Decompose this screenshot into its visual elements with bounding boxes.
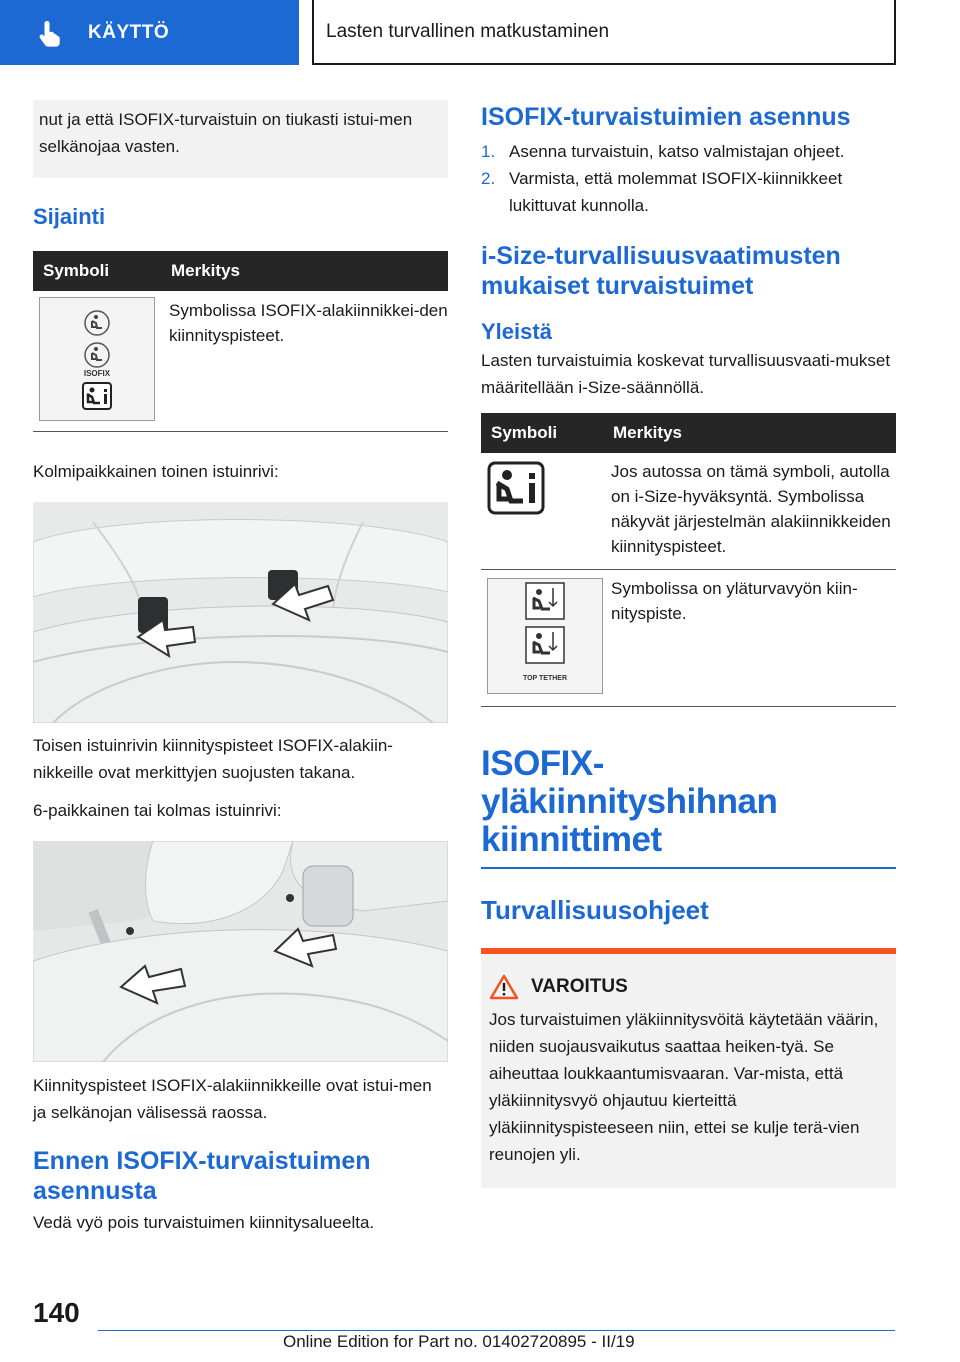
col-meaning-header: Merkitys <box>603 413 896 453</box>
col-symbol-header: Symboli <box>33 251 161 291</box>
general-heading: Yleistä <box>481 319 552 344</box>
chapter-title: Lasten turvallinen matkustaminen <box>312 0 896 65</box>
list-item: 1. Asenna turvaistuin, katso valmistajan ohjeet. <box>481 142 845 161</box>
warning-title: VAROITUS <box>531 976 628 997</box>
section-tab[interactable] <box>0 0 299 65</box>
page-number: 140 <box>33 1297 80 1328</box>
isofix-label: ISOFIX <box>83 368 111 378</box>
child-seat-isize-icon <box>82 382 112 410</box>
warning-box <box>481 948 896 1188</box>
six-seat-text: 6-paikkainen tai kolmas istuinrivi: <box>33 801 282 820</box>
col-symbol-header: Symboli <box>481 413 603 453</box>
tether-heading: ISOFIX-yläkiinnityshihnan kiinnittimet <box>481 744 778 859</box>
three-seat-text: Kolmipaikkainen toinen istuinrivi: <box>33 462 279 481</box>
table-header-row <box>33 251 448 291</box>
intro-note: nut ja että ISOFIX-turvaistuin on tiukasti istui-men selkänojaa vasten. <box>33 100 448 178</box>
col-meaning-header: Merkitys <box>161 251 448 291</box>
warning-triangle-icon <box>489 974 519 1000</box>
top-tether-icon <box>525 582 565 620</box>
isize-symbol-table <box>481 413 896 707</box>
heading-divider <box>481 867 896 869</box>
isize-heading: i-Size-turvallisuusvaatimusten mukaiset turvaistuimet <box>481 242 841 300</box>
isofix-symbol-meaning: Symbolissa ISOFIX-alakiinnikkei-den kiinnityspisteet. <box>161 291 448 432</box>
isofix-anchor-icon-2 <box>81 341 113 369</box>
isofix-symbol-table <box>33 251 448 432</box>
list-item: 2. Varmista, että molemmat ISOFIX-kiinnikkeet lukittuvat kunnolla. <box>481 169 843 215</box>
table-row <box>33 291 448 432</box>
photo2-caption: Kiinnityspisteet ISOFIX-alakiinnikkeille ovat istui-men ja selkänojan välisessä raossa. <box>33 1076 432 1122</box>
isofix-symbols <box>39 297 155 421</box>
edition-footer: Online Edition for Part no. 01402720895 - II/19 <box>283 1332 635 1351</box>
top-tether-symbols <box>487 578 603 694</box>
footer-divider <box>98 1330 895 1331</box>
warning-text: Jos turvaistuimen yläkiinnitysvöitä käytetään väärin, niiden suojausvaikutus saattaa heiken-tyä. Se aiheuttaa loukkaantumisvaaran. Var-mista, että yläkiinnitysvyö ohjautuu kierteittä yläkiinnityspisteeseen niin, ettei se kulje terä-vien reunojen yli. <box>489 1010 879 1164</box>
location-heading: Sijainti <box>33 204 106 229</box>
section-tab-label: KÄYTTÖ <box>88 21 170 43</box>
right-column <box>481 100 896 1188</box>
photo1-caption: Toisen istuinrivin kiinnityspisteet ISOFIX-alakiin-nikkeille ovat merkittyjen suojusten takana. <box>33 736 393 782</box>
isofix-anchor-icon <box>81 309 113 337</box>
table-row <box>481 453 896 570</box>
before-text: Vedä vyö pois turvaistuimen kiinnitysalueelta. <box>33 1213 375 1232</box>
top-tether-icon-2 <box>525 626 565 664</box>
table-row <box>481 570 896 707</box>
child-seat-isize-icon <box>487 461 545 515</box>
third-row-seat-photo <box>33 841 448 1062</box>
hand-pointer-icon <box>36 18 66 48</box>
safety-heading: Turvallisuusohjeet <box>481 895 709 925</box>
isize-meaning: Jos autossa on tämä symboli, autolla on i-Size-hyväksyntä. Symbolissa näkyvät järjestelmän alakiinnikkeiden kiinnityspisteet. <box>603 453 896 570</box>
general-text: Lasten turvaistuimia koskevat turvallisuusvaati-mukset määritellään i-Size-säännöllä. <box>481 351 891 397</box>
before-heading: Ennen ISOFIX-turvaistuimen asennusta <box>33 1147 371 1205</box>
left-column <box>33 100 448 1236</box>
top-tether-meaning: Symbolissa on yläturvavyön kiin-nityspiste. <box>603 570 896 707</box>
second-row-seat-photo <box>33 502 448 723</box>
install-heading: ISOFIX-turvaistuimien asennus <box>481 103 851 131</box>
top-tether-label: TOP TETHER <box>522 674 568 682</box>
table-header-row <box>481 413 896 453</box>
install-steps <box>481 138 896 219</box>
